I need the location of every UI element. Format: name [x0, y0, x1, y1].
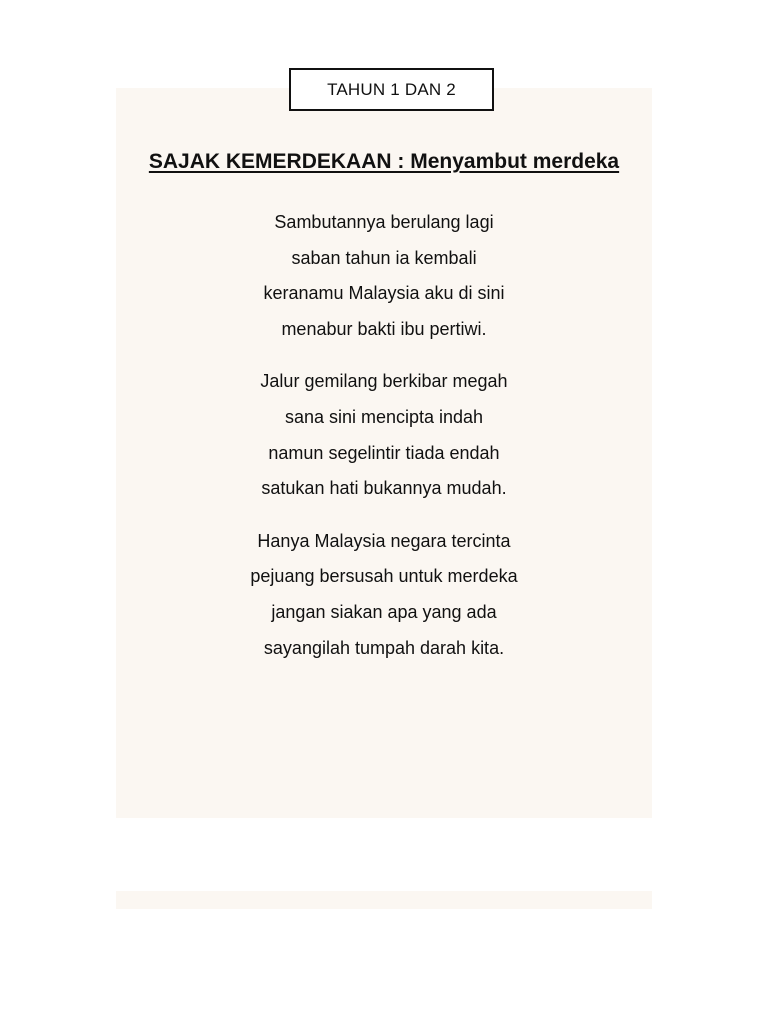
poem-body	[0, 205, 768, 683]
poem-line: menabur bakti ibu pertiwi.	[281, 318, 487, 339]
poem-line: Hanya Malaysia negara tercinta	[257, 530, 511, 551]
grade-label: TAHUN 1 DAN 2	[327, 79, 456, 99]
poem-line: saban tahun ia kembali	[291, 247, 477, 268]
poem-line: Sambutannya berulang lagi	[274, 212, 494, 232]
stanza-3	[0, 524, 768, 666]
poem-line: pejuang bersusah untuk merdeka	[250, 566, 518, 587]
poem-line: Jalur gemilang berkibar megah	[260, 371, 508, 392]
poem-line: jangan siakan apa yang ada	[271, 601, 497, 622]
poem-title: SAJAK KEMERDEKAAN : Menyambut merdeka	[148, 150, 620, 173]
poem-line: keranamu Malaysia aku di sini	[263, 283, 505, 304]
stanza-2	[0, 364, 768, 506]
grade-label-box	[289, 68, 494, 111]
poem-line: sana sini mencipta indah	[284, 406, 484, 427]
poem-line: sayangilah tumpah darah kita.	[263, 637, 505, 658]
footer-panel-strip	[116, 891, 652, 909]
poem-line: satukan hati bukannya mudah.	[261, 478, 507, 499]
poem-line: namun segelintir tiada endah	[268, 442, 500, 463]
stanza-1	[0, 205, 768, 347]
